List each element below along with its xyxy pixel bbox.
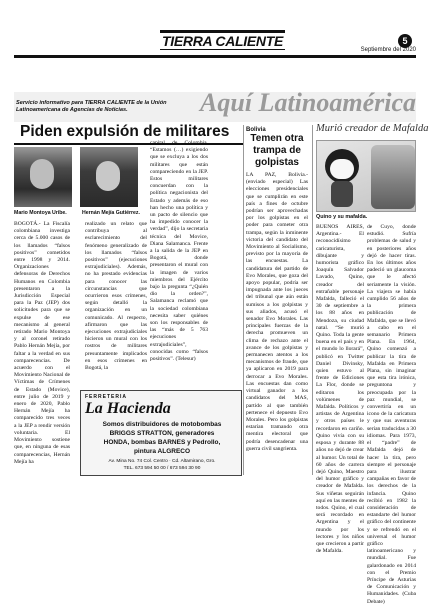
bolivia-kicker: Bolivia [246, 127, 266, 133]
ad-ribbon: FERRETERIA [85, 394, 127, 400]
mafalda-body [331, 181, 353, 207]
bolivia-headline: Temen otra trampa de golpistas [250, 133, 304, 168]
page-date: Septiembre del 2020 [360, 47, 416, 53]
caption-montoya: Mario Montoya Uribe. [14, 210, 67, 216]
column-rule [312, 125, 313, 475]
caption-quino: Quino y su mafalda. [316, 214, 368, 220]
quino-section-title: Murió creador de Mafalda [316, 123, 429, 134]
hardware-ad [80, 390, 242, 476]
ad-line-1: Somos distribuidores de motobombas [102, 421, 222, 428]
ad-phone: TEL. 673 594 50 00 / 673 594 30 90 [123, 466, 201, 471]
ad-address: Av. Mina No. 74 Col. Centro · Cd. Altamirano, Gro. [108, 459, 216, 464]
quino-column-1: BUENOS AIRES, Argentina.- El reconocidísimo caricaturista, dibujante y humorista gráfico Joaquín Salvador Lavado, Quino, creador del entrañable personaje Mafalda, falleció el 30 de septiembre a los 88 años en Mendoza, su ciudad natal. “Se murió Quino. Toda la gente buena en el país y en el mundo lo llorará”, publicó en Twitter Daniel Divinsky, quien estuvo al frente de Ediciones La Flor, donde se editaron los volúmenes de Mafalda. Políticos y artistas de Argentina y otros países le recordaron en cariño. Quino vivía con su esposa y durante 88 años no dejó de crear al humor. Un total de 60 años de carrera dejó Quino, Maestro del humor gráfico y creador de Mafalda. Sus viñetas seguirán aquí en las mentes de todos. Quino, el cual será recordado en Argentina y el mundo por los lectores y los niños que crecieron a partir de Mafalda. [316, 224, 364, 555]
ad-brand: La Hacienda [85, 400, 171, 417]
face-shape [30, 159, 54, 189]
column-rule [243, 125, 244, 475]
colombia-column-2: realizado un relato que contribuya al esclarecimiento del fenómeno generalizado de los llamados “falsos positivos” (ejecuciones extrajudiciales). Además, no ha prestado evidencias para conocer las circunstancias que ocurrieron esos crímenes, según detalló la organización en un comunicado. Al respecto, afirmaron que las ejecuciones extrajudiciales hicieron un mural con los rostros de militares presuntamente implicados en esos crímenes en Bogotá, la [85, 221, 147, 372]
masthead-rule [14, 55, 416, 58]
photo-mejia [80, 147, 138, 207]
mafalda-face [330, 159, 354, 179]
service-blurb: Servicio informativo para TIERRA CALIENTE de la Unión Latinoamericana de Agencias de Noticias. [16, 100, 167, 113]
section-title: Aquí Latinoamérica [200, 88, 416, 117]
caption-mejia: Hernán Mejía Gutiérrez. [82, 210, 140, 216]
masthead [0, 0, 430, 70]
colombia-headline: Piden expulsión de militares [20, 123, 230, 140]
masthead-title: TIERRA CALIENTE [160, 30, 285, 50]
bolivia-body: LA PAZ, Bolivia.- (enviado especial) Las elecciones presidenciales que se cumplirán en este país a fines de octubre podrían ser aprovechadas por los golpistas en el poder para cometer otra trampa, según la inminente victoria del candidato del Movimiento al Socialismo, previsto por la mayoría de las encuestas. La candidatura del partido de Evo Morales, que goza del apoyo popular, podría ser impugnada ante los jueces del tribunal que aún están sumisos a los golpistas y sus aliados, acusó el senador Evo Morales. Las principales fuerzas de la derecha promueven un clima de rechazo ante el avance de los golpistas y permanecen atentos a los mecanismos de fraude, que ya aplicaron en 2019 para derrocar a Evo Morales. Las encuestas dan como virtual ganador a los candidatos del MAS, partido al que también pertenece el depuesto Evo Morales. Pero los golpistas estarían tramando otra mentira electoral que podría desencadenar una guerra civil sangrienta. [246, 172, 308, 452]
face-shape [96, 161, 120, 191]
headline-rule [14, 143, 243, 145]
colombia-column-1: BOGOTÁ.- La Fiscalía colombiana investiga cerca de 5.000 casos de los llamados “falsos positivos” cometidos entre 1998 y 2014. Organizaciones defensoras de Derechos Humanos en Colombia presentaron a la Jurisdicción Especial para la Paz (JEP) dos solicitudes para que se expulse de ese mecanismo al general retirado Mario Montoya y al coronel retirado Pablo Hernán Mejía, por faltar a la verdad en sus comparecencias. De acuerdo con el Movimiento Nacional de Víctimas de Crímenes de Estado (Movice), entre julio de 2019 y enero de 2020, Pablo Hernán Mejía ha comparecido tres veces a la JEP a rendir versión voluntaria. El Movimiento sostiene que, en ninguna de esas comparecencias, Hernán Mejía ha [14, 221, 70, 465]
ad-line-2: BRIGGS STRATTON, generadores [109, 430, 215, 437]
page-number: 5 [398, 34, 412, 48]
quino-column-2: de Cuyo, donde estudió. Sufría problemas de salud y en posteriores años dejó de hacer tiras. En los últimos años padeció un glaucoma que le afectó seriamente la visión. La viajera se había cumplido 56 años de la primera publicación de Mafalda, que se llevó a cabo en el semanario Primera Plana. En 1964, Quino comenzó a publicar la tira de Mafalda en Primera Plana, sin imaginar que esta tira irónica, preguntona y preocupada por la paz mundial, se convertiría en un icono de la caricatura y que sus aventuras serían traducidas a 30 idiomas. Para 1973, el “padre” de Mafalda dejó de hacer la tira, pero siempre el personaje para ilustrar campañas en favor de los derechos de la infancia. Quino recibió en 1982 la consideración de estandarte del humor gráfico del continente y se refrendó en el universal el humor gráfico latinoamericano y mundial. Fue galardonado en 2014 con el Premio Príncipe de Asturias de Comunicación y Humanidades. (Cuba Debate) [367, 224, 416, 605]
quino-portrait [371, 145, 415, 209]
ad-line-3: HONDA, bombas BARNES y Pedrollo, [103, 439, 221, 446]
colombia-column-3: capital de Colombia. “Estamos (…) exigiendo que se excluya a los dos militares que están compareciendo en la JEP. Estos militares concuerdan con la política negacionista del Estado y además de eso han hecho una política y un pacto de silencio que ha impedido conocer la verdad”, dijo la secretaria técnica del Movice, Diana Salamanca. Frente a la salida de la JEP en Bogotá, donde presentaron el mural con la imagen de varios miembros del Ejército bajo la pregunta “¿Quién dio la orden?”, Salamanca reclamó que la sociedad colombiana necesita saber quiénes son los responsables de las “más de 5 763 ejecuciones extrajudiciales”, conocidas como “falsos positivos”. (Telesur) [150, 140, 208, 363]
section-band [14, 88, 416, 122]
photo-quino [316, 140, 416, 212]
ad-line-4: pintura ALGRECO [133, 448, 191, 455]
photo-montoya [14, 147, 72, 207]
